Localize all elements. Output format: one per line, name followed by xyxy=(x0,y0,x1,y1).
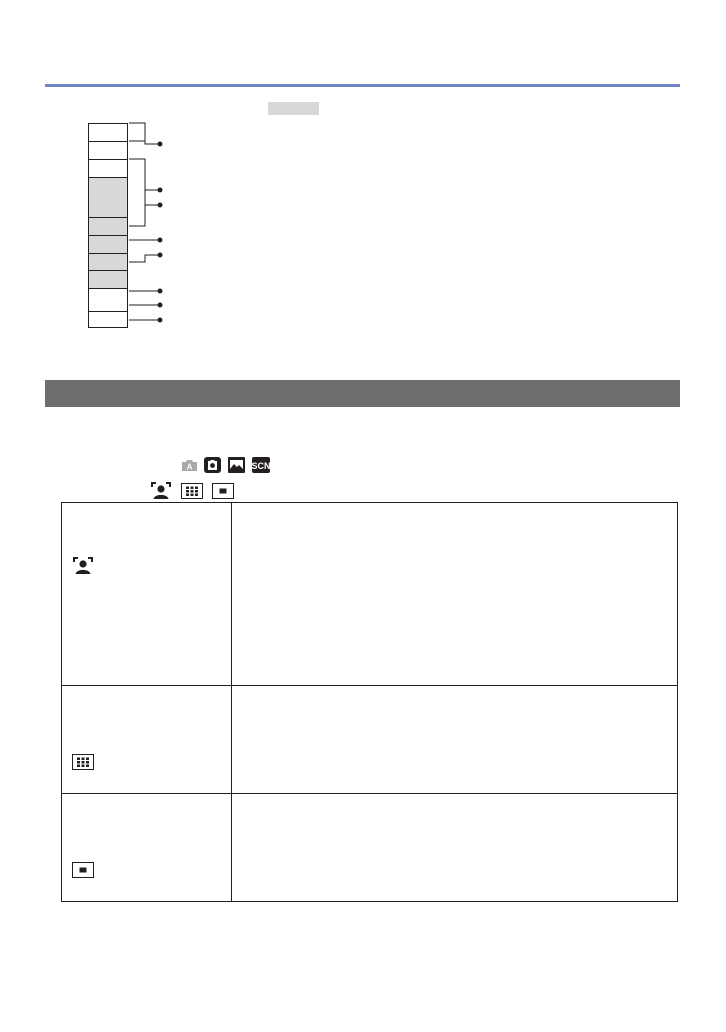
stack-cell-shaded xyxy=(88,177,128,218)
leader-line xyxy=(129,159,160,190)
gray-tag xyxy=(268,102,319,115)
leader-dot xyxy=(158,188,162,192)
svg-text:A: A xyxy=(186,462,193,472)
leader-dot xyxy=(158,238,162,242)
stack-cell xyxy=(88,141,128,160)
leader-dot xyxy=(158,142,162,146)
table-cell-description xyxy=(232,503,678,686)
stack-cell-shaded xyxy=(88,253,128,271)
multi-area-icon xyxy=(181,483,203,499)
leader-dot xyxy=(158,253,162,257)
stack-cell xyxy=(88,311,128,328)
cell-stack xyxy=(88,123,129,328)
table-cell-icon xyxy=(62,686,232,794)
single-area-icon xyxy=(72,862,94,883)
table-cell-description xyxy=(232,686,678,794)
top-rule xyxy=(45,84,680,87)
mode-icons xyxy=(181,456,271,474)
face-detection-icon xyxy=(150,481,172,501)
scene-mode-icon xyxy=(251,456,271,474)
stack-cell xyxy=(88,288,128,312)
table-cell-description xyxy=(232,794,678,902)
table-row xyxy=(62,794,678,902)
panorama-mode-icon xyxy=(227,456,246,474)
leader-dot xyxy=(158,303,162,307)
leader-dot xyxy=(158,289,162,293)
af-mode-table xyxy=(61,502,678,902)
stack-cell xyxy=(88,159,128,178)
svg-text:SCN: SCN xyxy=(251,461,271,471)
stack-cell-shaded xyxy=(88,235,128,254)
leader-dot xyxy=(158,203,162,207)
stack-cell-shaded xyxy=(88,270,128,289)
auto-mode-icon xyxy=(181,458,198,472)
single-area-icon xyxy=(212,483,234,499)
face-detection-icon xyxy=(72,556,94,581)
table-cell-icon xyxy=(62,503,232,686)
table-cell-icon xyxy=(62,794,232,902)
table-row xyxy=(62,503,678,686)
leader-line xyxy=(129,255,160,262)
leader-dot xyxy=(158,318,162,322)
multi-area-icon xyxy=(72,754,94,775)
leader-line xyxy=(129,190,145,226)
leader-line xyxy=(129,123,160,144)
creative-mode-icon xyxy=(203,456,222,474)
section-bar xyxy=(45,380,680,407)
stack-cell xyxy=(88,123,128,142)
stack-cell-shaded xyxy=(88,217,128,236)
table-row xyxy=(62,686,678,794)
af-mode-icons xyxy=(150,481,234,501)
